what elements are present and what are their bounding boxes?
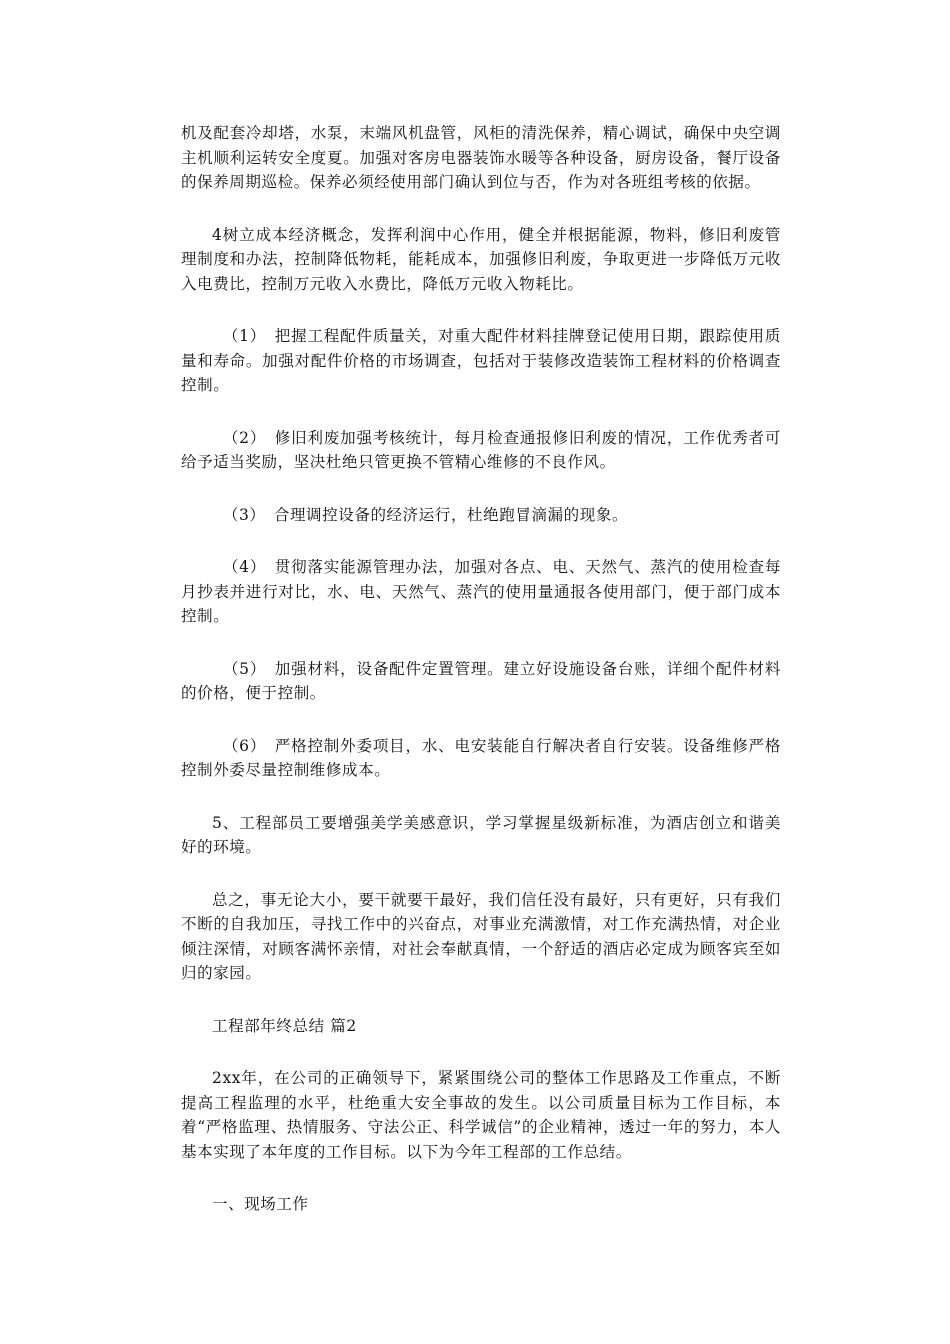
section-heading: 一、现场工作 [212,1195,309,1213]
list-item-paragraph: （1） 把握工程配件质量关，对重大配件材料挂牌登记使用日期，跟踪使用质量和寿命。加强对配件价格的市场调查，包括对于装修改造装饰工程材料的价格调查控制。 [181,327,781,394]
document-body [181,121,781,1245]
body-paragraph: 机及配套冷却塔，水泵，末端风机盘管，风柜的清洗保养，精心调试，确保中央空调主机顺利运转安全度夏。加强对客房电器装饰水暖等各种设备，厨房设备，餐厅设备的保养周期巡检。保养必须经使用部门确认到位与否，作为对各班组考核的依据。 [181,124,781,191]
section-title: 工程部年终总结 篇2 [212,1016,357,1035]
list-item-paragraph: （3） 合理调控设备的经济运行，杜绝跑冒滴漏的现象。 [222,505,629,524]
list-item-paragraph: （5） 加强材料，设备配件定置管理。建立好设施设备台账，详细个配件材料的价格，便于控制。 [181,659,781,702]
body-paragraph: 4树立成本经济概念，发挥利润中心作用，健全并根据能源，物料，修旧利废管理制度和办法，控制降低物耗，能耗成本，加强修旧利废，争取更进一步降低万元收入电费比，控制万元收入水费比，降低万元收入物耗比。 [181,225,781,293]
body-paragraph: 总之，事无论大小，要干就要干最好，我们信任没有最好，只有更好，只有我们不断的自我加压，寻找工作中的兴奋点，对事业充满激情，对工作充满热情，对企业倾注深情，对顾客满怀亲情，对社会奉献真情，一个舒适的酒店必定成为顾客宾至如归的家园。 [181,890,781,982]
body-paragraph: 2xx年，在公司的正确领导下，紧紧围绕公司的整体工作思路及工作重点，不断提高工程监理的水平，杜绝重大安全事故的发生。以公司质量目标为工作目标，本着“严格监理、热情服务、守法公正、科学诚信”的企业精神，透过一年的努力，本人基本实现了本年度的工作目标。以下为今年工程部的工作总结。 [181,1069,781,1161]
list-item-paragraph: （4） 贯彻落实能源管理办法，加强对各点、电、天然气、蒸汽的使用检查每月抄表并进行对比，水、电、天然气、蒸汽的使用量通报各使用部门，便于部门成本控制。 [181,558,781,625]
body-paragraph: 5、工程部员工要增强美学美感意识，学习掌握星级新标准，为酒店创立和谐美好的环境。 [181,813,781,856]
list-item-paragraph: （6） 严格控制外委项目，水、电安装能自行解决者自行安装。设备维修严格控制外委尽量控制维修成本。 [181,736,781,779]
list-item-paragraph: （2） 修旧利废加强考核统计，每月检查通报修旧利废的情况，工作优秀者可给予适当奖励，坚决杜绝只管更换不管精心维修的不良作风。 [181,428,781,471]
